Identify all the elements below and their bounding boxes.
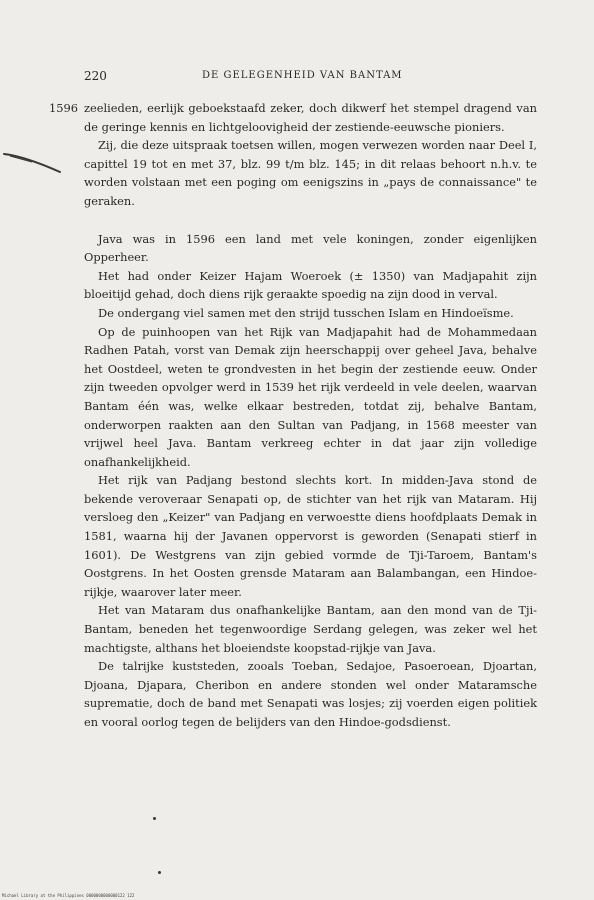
- running-title: DE GELEGENHEID VAN BANTAM: [202, 70, 403, 81]
- page-header: [84, 69, 534, 83]
- ink-speck: [158, 871, 161, 874]
- margin-year: 1596: [49, 101, 78, 115]
- page-number: 220: [84, 69, 107, 83]
- paragraph: Het had onder Keizer Hajam Woeroek (± 1350) van Madjapahit zijn bloeitijd gehad, doch diens rijk geraakte spoedig na zijn dood in verval.: [84, 268, 537, 302]
- scan-stamp: Michael Library at the Philippines 0000000000000122 122: [2, 893, 135, 898]
- paragraph: De talrijke kuststeden, zooals Toeban, Sedajoe, Pasoeroean, Djoartan, Djoana, Djapara, Cheribon en andere stonden wel onder Mataramsche suprematie, doch de band met Senapati was losjes; zij voerden eigen politiek en vooral oorlog tegen de belijders van den Hindoe-godsdienst.: [84, 659, 537, 729]
- ink-speck: [153, 817, 156, 820]
- paragraph: zeelieden, eerlijk geboekstaafd zeker, doch dikwerf het stempel dragend van de geringe kennis en lichtgeloovigheid der zestiende-eeuwsche pioniers.: [84, 101, 537, 134]
- paragraph: Het van Mataram dus onafhankelijke Bantam, aan den mond van de Tji-Bantam, beneden het tegenwoordige Serdang gelegen, was zeker wel het machtigste, althans het bloeiendste koopstad-rijkje van Java.: [84, 603, 537, 655]
- paragraph: Java was in 1596 een land met vele koningen, zonder eigenlijken Opperheer.: [84, 231, 537, 265]
- paragraph: Het rijk van Padjang bestond slechts kort. In midden-Java stond de bekende veroveraar Senapati op, de stichter van het rijk van Mataram. Hij versloeg den „Keizer" van Padjang en verwoestte diens hoofdplaats Demak in 1581, waarna hij der Javanen oppervorst is geworden (Senapati stierf in 1601). De Westgrens van zijn gebied vormde de Tji-Taroem, Bantam's Oostgrens. In het Oosten grensde Mataram aan Balambangan, een Hindoe-rijkje, waarover later meer.: [84, 473, 537, 599]
- paragraph: Op de puinhoopen van het Rijk van Madjapahit had de Mohammedaan Radhen Patah, vorst van Demak zijn heerschappij over geheel Java, behalve het Oostdeel, weten te grondvesten in het begin der zestiende eeuw. Onder zijn tweeden opvolger werd in 1539 het rijk verdeeld in vele deelen, waarvan Bantam één was, welke elkaar bestreden, totdat zij, behalve Bantam, onderworpen raakten aan den Sultan van Padjang, in 1568 meester van vrijwel heel Java. Bantam verkreeg echter in dat jaar zijn volledige onafhankelijkheid.: [84, 324, 537, 469]
- paragraph: De ondergang viel samen met den strijd tusschen Islam en Hindoeïsme.: [98, 305, 514, 320]
- body-text: [84, 99, 537, 732]
- paragraph: Zij, die deze uitspraak toetsen willen, mogen verwezen worden naar Deel I, capittel 19 tot en met 37, blz. 99 t/m blz. 145; in dit relaas behoort n.h.v. te worden volstaan met een poging om eenigszins in „pays de connaissance" te geraken.: [84, 138, 537, 208]
- pencil-mark-icon: [2, 150, 82, 176]
